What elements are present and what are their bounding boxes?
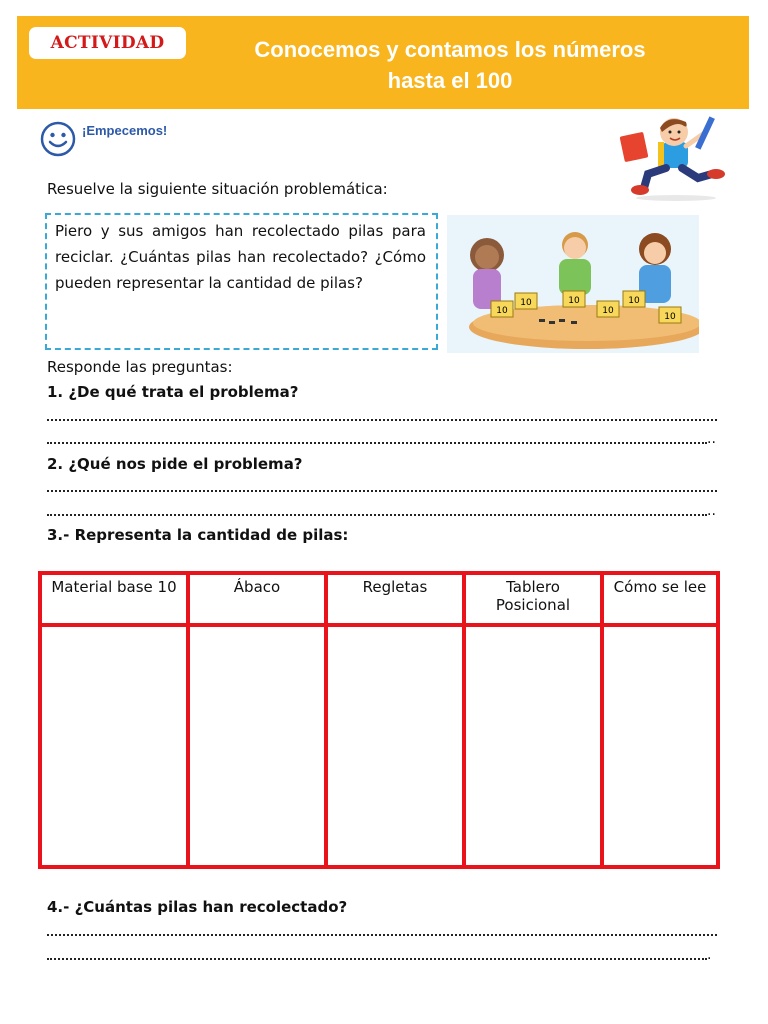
answer-line-2a[interactable] — [47, 488, 717, 492]
box-label: 10 — [628, 296, 640, 306]
kids-recycling-illustration — [447, 215, 699, 353]
problem-text: Piero y sus amigos han recolectado pilas para reciclar. ¿Cuántas pilas han recolectado? ¿Cómo pueden representar la cantidad de pilas? — [55, 222, 426, 292]
start-label: ¡Empecemos! — [82, 123, 168, 138]
title-line-1: Conocemos y contamos los números — [254, 37, 646, 62]
dot-suffix: .. — [707, 503, 716, 519]
box-1 — [491, 301, 513, 317]
answer-line-1a[interactable] — [47, 417, 717, 421]
box-4 — [597, 301, 619, 317]
box-label: 10 — [602, 306, 614, 316]
box-label: 10 — [568, 296, 580, 306]
activity-badge — [29, 27, 186, 59]
box-3 — [563, 291, 585, 307]
table-answer-row — [40, 625, 718, 867]
answer-line-2b[interactable] — [47, 512, 707, 516]
dot-suffix: . — [707, 947, 712, 963]
respond-intro: Responde las preguntas: — [47, 358, 233, 376]
header-material-base-10: Material base 10 — [40, 573, 188, 625]
cell-material-base-10[interactable] — [40, 625, 188, 867]
box-label: 10 — [520, 298, 532, 308]
box-label: 10 — [496, 306, 508, 316]
dot-suffix: .. — [707, 431, 716, 447]
smiley-icon — [40, 121, 76, 157]
answer-line-4a[interactable] — [47, 932, 717, 936]
representation-table — [38, 571, 720, 869]
cell-tablero-posicional[interactable] — [464, 625, 602, 867]
question-4: 4.- ¿Cuántas pilas han recolectado? — [47, 898, 348, 916]
question-2: 2. ¿Qué nos pide el problema? — [47, 455, 303, 473]
box-6 — [659, 307, 681, 323]
header-tablero-posicional: Tablero Posicional — [464, 573, 602, 625]
running-boy-illustration — [618, 112, 728, 204]
question-3: 3.- Representa la cantidad de pilas: — [47, 526, 349, 544]
answer-line-4b[interactable] — [47, 956, 707, 960]
box-label: 10 — [664, 312, 676, 322]
answer-line-1b[interactable] — [47, 440, 707, 444]
question-1: 1. ¿De qué trata el problema? — [47, 383, 299, 401]
table-header-row — [40, 573, 718, 625]
instruction-text: Resuelve la siguiente situación problemática: — [47, 180, 388, 198]
cell-regletas[interactable] — [326, 625, 464, 867]
header-como-se-lee: Cómo se lee — [602, 573, 718, 625]
box-5 — [623, 291, 645, 307]
box-2 — [515, 293, 537, 309]
title-line-2: hasta el 100 — [387, 68, 513, 93]
header-regletas: Regletas — [326, 573, 464, 625]
activity-badge-label: ACTIVIDAD — [50, 33, 165, 53]
cell-como-se-lee[interactable] — [602, 625, 718, 867]
cell-abaco[interactable] — [188, 625, 326, 867]
header-abaco: Ábaco — [188, 573, 326, 625]
page-title — [200, 34, 700, 96]
